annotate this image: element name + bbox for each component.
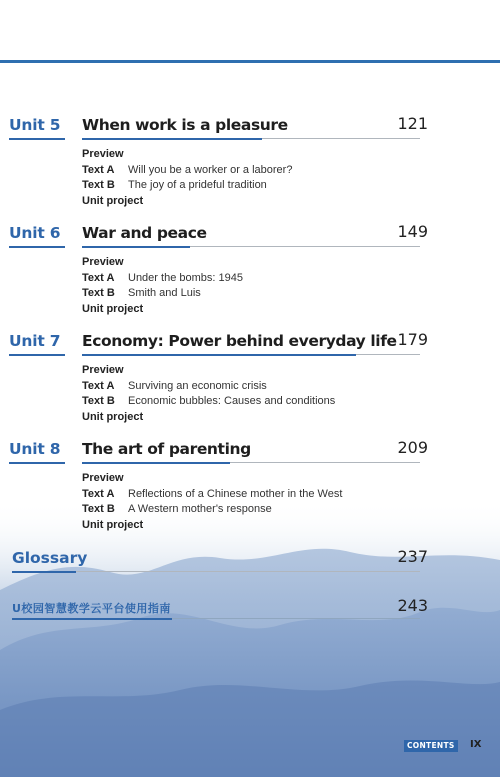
unit-title: Economy: Power behind everyday life	[82, 332, 397, 350]
text-a-entry[interactable]: Text A Reflections of a Chinese mother in the West	[82, 487, 343, 500]
title-rule	[82, 138, 262, 140]
preview-entry[interactable]: Preview	[82, 148, 124, 160]
unit-project-entry[interactable]: Unit project	[82, 194, 144, 207]
platform-guide-rule-extension	[172, 618, 420, 619]
unit-number-rule	[9, 246, 65, 248]
preview-entry[interactable]: Preview	[82, 472, 124, 484]
unit-number: Unit 5	[9, 116, 61, 134]
unit-5-entries	[82, 147, 292, 209]
unit-number: Unit 7	[9, 332, 61, 350]
text-a-entry[interactable]: Text A Will you be a worker or a laborer?	[82, 163, 293, 176]
preview-entry[interactable]: Preview	[82, 364, 124, 376]
unit-number: Unit 8	[9, 440, 61, 458]
title-rule-extension	[230, 462, 420, 463]
text-b-entry[interactable]: Text B Smith and Luis	[82, 287, 201, 299]
page-number: 209	[397, 438, 428, 457]
title-rule-extension	[262, 138, 420, 139]
text-b-entry[interactable]: Text B Economic bubbles: Causes and conditions	[82, 395, 336, 407]
unit-title: The art of parenting	[82, 440, 251, 458]
platform-guide-rule	[12, 618, 172, 620]
title-rule-extension	[190, 246, 420, 247]
platform-guide-page-number: 243	[397, 596, 428, 615]
mountain-background	[0, 500, 500, 777]
glossary-rule	[12, 571, 76, 573]
unit-number-rule	[9, 354, 65, 356]
title-rule	[82, 462, 230, 464]
text-b-entry[interactable]: Text B A Western mother's response	[82, 503, 272, 515]
unit-title: When work is a pleasure	[82, 116, 288, 134]
title-rule-extension	[356, 354, 420, 355]
page-footer	[0, 740, 500, 754]
unit-6-entries	[82, 255, 243, 317]
unit-number-rule	[9, 138, 65, 140]
unit-number-rule	[9, 462, 65, 464]
folio-number: IX	[470, 739, 482, 750]
glossary-link[interactable]: Glossary	[12, 549, 88, 567]
page-number: 149	[397, 222, 428, 241]
unit-project-entry[interactable]: Unit project	[82, 302, 144, 315]
page-number: 121	[397, 114, 428, 133]
unit-8-entries	[82, 471, 342, 533]
title-rule	[82, 354, 356, 356]
glossary-page-number: 237	[397, 547, 428, 566]
contents-section-label: CONTENTS	[404, 740, 458, 752]
platform-guide-link[interactable]: U校园智慧教学云平台使用指南	[12, 602, 171, 615]
text-a-entry[interactable]: Text A Surviving an economic crisis	[82, 379, 267, 392]
glossary-rule-extension	[76, 571, 420, 572]
text-b-entry[interactable]: Text B The joy of a prideful tradition	[82, 179, 267, 191]
top-rule	[0, 60, 500, 63]
preview-entry[interactable]: Preview	[82, 256, 124, 268]
unit-7-entries	[82, 363, 335, 425]
unit-project-entry[interactable]: Unit project	[82, 518, 144, 531]
unit-title: War and peace	[82, 224, 207, 242]
unit-number: Unit 6	[9, 224, 61, 242]
unit-project-entry[interactable]: Unit project	[82, 410, 144, 423]
title-rule	[82, 246, 190, 248]
page-number: 179	[397, 330, 428, 349]
text-a-entry[interactable]: Text A Under the bombs: 1945	[82, 271, 243, 284]
